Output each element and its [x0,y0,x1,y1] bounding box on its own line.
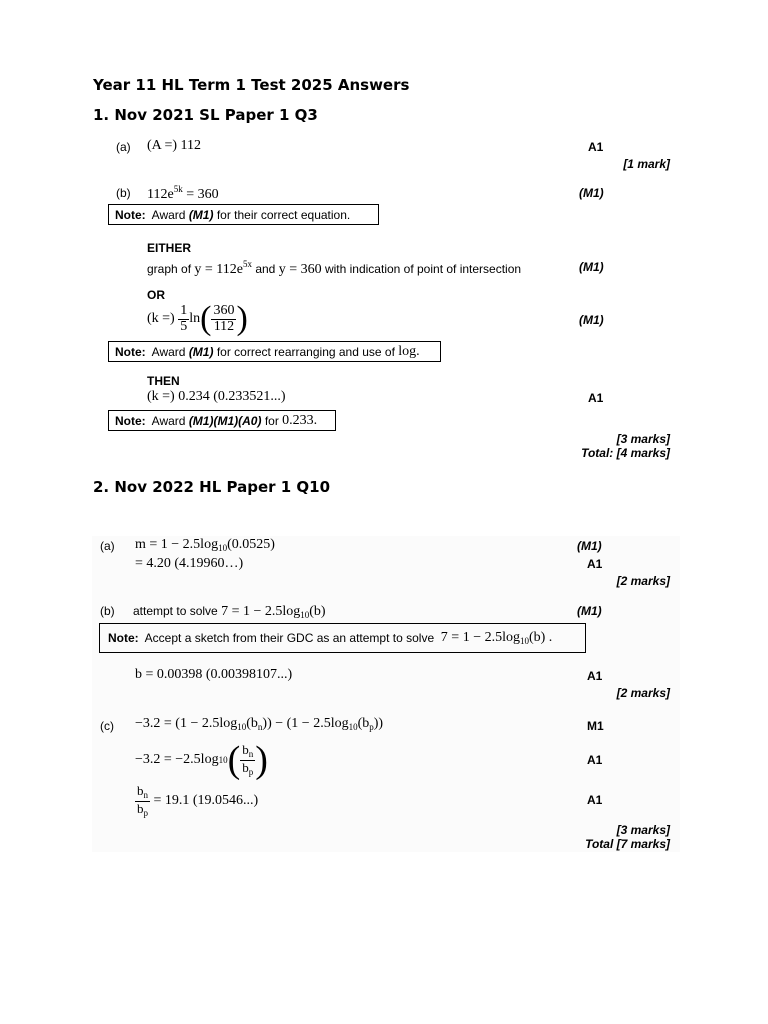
q2-b-answer: b = 0.00398 (0.00398107...) [135,667,293,682]
q1-total: Total: [4 marks] [581,446,670,460]
note-text-post: for their correct equation. [216,207,351,222]
q2-b-mark: (M1) [577,604,602,618]
q2-a-line1-mark: (M1) [577,539,602,553]
q2-b-answer-mark: A1 [587,669,603,683]
q1-note-3: Note: Award (M1)(M1)(A0) for 0.233. [108,410,336,431]
q2-c-line3: $\frac{b_n}{b_p}$ = 19.1 (19.0546...) [137,783,259,818]
q1-b-equation: $112e^{5k} = 360$ [147,184,219,202]
question-2-heading: 2. Nov 2022 HL Paper 1 Q10 [93,478,331,496]
q1-b-marks: [3 marks] [616,432,670,446]
q2-c-marks: [3 marks] [616,823,670,837]
q1-a-marks: [1 mark] [623,157,670,171]
note-text: Award [151,207,186,222]
q2-b-text: attempt to solve $7 = 1 - 2.5\log_{10}(b)$ [133,604,326,620]
graph-line: graph of $y = 112e^{5x}$ and y = 360 with indication of point of intersection [147,259,522,277]
q2-a-marks: [2 marks] [616,574,670,588]
q2-c-label: (c) [100,719,114,733]
q2-b-label: (b) [100,604,115,618]
then-label: THEN [147,374,180,388]
either-label: EITHER [147,241,192,255]
q1-a-label: (a) [116,140,131,154]
note-label: Note: [115,344,146,359]
q2-note: Note: Accept a sketch from their GDC as an attempt to solve $7 = 1 - 2.5\log_{10}(b)$ . [99,623,586,653]
q1-b-label: (b) [116,186,131,200]
q2-a-label: (a) [100,539,115,553]
q2-a-line2: = 4.20 (4.19960…) [135,556,244,571]
q1-note-2: Note: Award (M1) for correct rearranging and use of log. [108,341,441,362]
q1-note-1 [108,204,379,225]
or-mark: (M1) [579,313,604,327]
note-label: Note: [115,413,146,428]
q1-a-answer: (A =) 112 [147,138,202,153]
q2-a-line1: $m = 1 - 2.5\log_{10}(0.0525)$ [135,537,275,553]
q2-total: Total [7 marks] [585,837,670,851]
page-title: Year 11 HL Term 1 Test 2025 Answers [93,76,410,94]
or-label: OR [147,288,165,302]
question-1-heading: 1. Nov 2021 SL Paper 1 Q3 [93,106,318,124]
note-label: Note: [108,631,139,645]
q2-a-line2-mark: A1 [587,557,603,571]
note-label: Note: [115,207,146,222]
then-answer: (k =) 0.234 (0.233521...) [147,389,286,404]
note-award: (M1) [188,207,214,222]
q2-c-line2: −3.2 = −2.5log 10 ( $\frac{b_n}{b_p}$ ) [135,739,268,781]
q2-c-line3-mark: A1 [587,793,603,807]
q1-a-mark: A1 [588,140,604,154]
q2-c-line1-mark: M1 [587,719,604,733]
or-expression: (k =) $\frac{1}{5}$ ln ( $\frac{360}{112}$ ) [147,300,248,337]
q1-b-mark: (M1) [579,186,604,200]
then-mark: A1 [588,391,604,405]
q2-b-marks: [2 marks] [616,686,670,700]
graph-mark: (M1) [579,260,604,274]
q2-c-line2-mark: A1 [587,753,603,767]
q2-c-line1: $-3.2 = (1 - 2.5\log_{10}(b_n)) - (1 - 2.5\log_{10}(b_p))$ [135,716,384,732]
